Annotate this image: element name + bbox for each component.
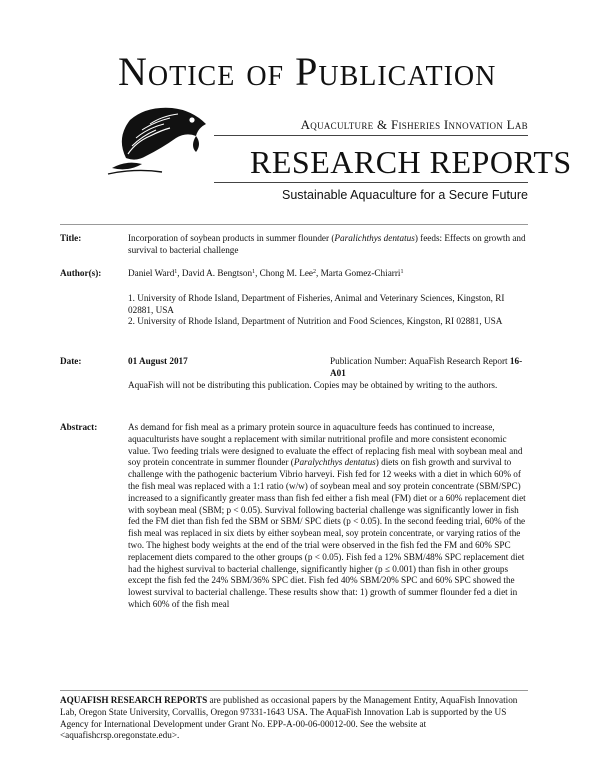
series-title: RESEARCH REPORTS (250, 144, 572, 180)
title-label: Title: (60, 233, 82, 243)
author-list: Daniel Ward$^1$, David A. Bengtson$^1$, Chong M. Lee$^2$, Marta Gomez-Chiarri$^1$ (128, 268, 404, 278)
publication-date: 01 August 2017 (128, 356, 188, 366)
availability-note: AquaFish will not be distributing this publication. Copies may be obtained by writing to the authors. (128, 380, 498, 390)
footer-divider (60, 690, 528, 691)
lab-name: Aquaculture & Fisheries Innovation Lab (300, 117, 528, 132)
title-species: Paralichthys dentatus (334, 233, 415, 243)
date-label: Date: (60, 356, 82, 366)
notice-title: Notice of Publication (118, 49, 497, 94)
affiliation-1: 1. University of Rhode Island, Department of Fisheries, Animal and Veterinary Sciences, Kingston, RI 02881, USA (128, 292, 505, 315)
author-name: Chong M. Lee (259, 268, 314, 278)
abstract-text: As demand for fish meal as a primary protein source in aquaculture feeds has continued to increase, aquaculturists have sought a replacement with similar nutritional profile and more consistent economic value. Two feeding trials were designed to evaluate the effect of replacing fish meal with soybean meal and soy protein concentrate in summer flounder (Paralychthys dentatus) diets on fish growth and survival to challenge with the pathogenic bacterium Vibrio harveyi. Fish fed for 12 weeks with a diet in which 60% of the fish meal was replaced with a 1:1 ratio (w/w) of soybean meal and soy protein concentrate (SBM/SPC) increased to a significantly greater mass than fish fed either a fish meal (FM) diet or a 60% replacement diet with soybean meal (SBM; p < 0.05). Survival following bacterial challenge was significantly lower in fish fed the FM diet than fish fed the SBM or SBM/ SPC diets (p < 0.05). In the second feeding trial, 60% of the fish meal was replaced in six diets by either soybean meal, soy protein concentrate, or varying ratios of the two. The highest body weights at the end of the trial were observed in the fish fed the FM and 60% SPC replacement diets compared to the other groups (p < 0.05). Fish fed a 12% SBM/48% SPC replacement diet had the highest survival to bacterial challenge, significantly higher (p ≤ 0.001) than fish in other groups except the fish fed the 24% SBM/36% SPC diet. Fish fed 40% SBM/20% SPC and 60% SPC showed the lowest survival to bacterial challenge. These results show that: 1) growth of summer flounder fed a diet in which 60% of the fish meal (128, 422, 526, 609)
header-rule-bottom (214, 182, 528, 183)
section-divider (60, 224, 528, 225)
footer-series-name: AQUAFISH RESEARCH REPORTS (60, 695, 208, 705)
authors-label: Author(s): (60, 268, 102, 278)
footer-note: AQUAFISH RESEARCH REPORTS are published as occasional papers by the Management Entity, AquaFish Innovation Lab, Oregon State University, Corvallis, Oregon 97331-1643 USA. The AquaFish Innovation Lab is supported by the US Agency for International Development under Grant No. EPP-A-00-06-00012-00. See the website at <aquafishcrsp.oregonstate.edu>. (60, 695, 518, 741)
author-name: David A. Bengtson (181, 268, 253, 278)
abstract-species: Paralychthys dentatus (293, 457, 376, 468)
title-text: Incorporation of soybean products in summer flounder (Paralichthys dentatus) feeds: Effects on growth and survival to bacterial challenge (128, 233, 526, 255)
author-name: Marta Gomez-Chiarri (320, 268, 401, 278)
author-name: Daniel Ward (128, 268, 175, 278)
abstract-label: Abstract: (60, 422, 98, 432)
publication-number: Publication Number: AquaFish Research Report 16-A01 (330, 356, 523, 378)
affiliation-2: 2. University of Rhode Island, Department of Nutrition and Food Sciences, Kingston, RI 02881, USA (128, 316, 503, 327)
header-rule-top (214, 135, 528, 136)
fish-logo (106, 98, 214, 178)
tagline: Sustainable Aquaculture for a Secure Future (282, 188, 528, 202)
